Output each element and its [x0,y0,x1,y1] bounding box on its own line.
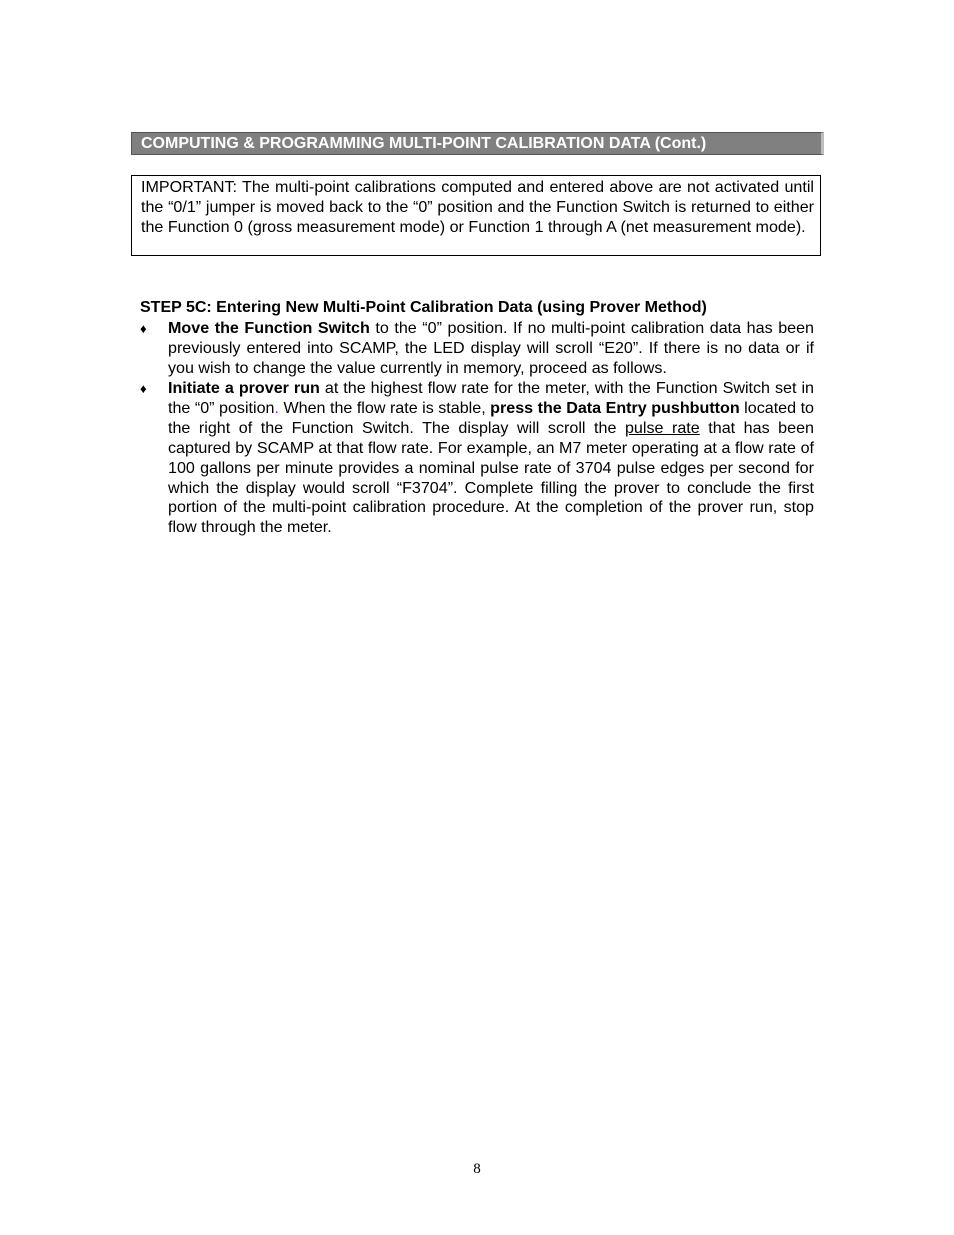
bullet-body-b: When the flow rate is stable, [278,398,491,417]
important-notice-box [131,175,821,256]
diamond-bullet-icon: ♦ [140,321,147,336]
bullet-text [168,319,814,378]
bullet-body-a: at the highest flow rate for the meter, with the Function Switch set in the “0” position [168,379,814,417]
bullet-underline: pulse rate [624,418,700,437]
important-notice-text: IMPORTANT: The multi-point calibrations computed and entered above are not activated until the “0/1” jumper is moved back to the “0” position and the Function Switch is returned to either the Function 0 (gross measurement mode) or Function 1 through A (net measurement mode). [141,178,814,236]
bullet-text [168,379,814,538]
step-heading: STEP 5C: Entering New Multi-Point Calibration Data (using Prover Method) [140,299,707,316]
section-title: COMPUTING & PROGRAMMING MULTI-POINT CALIBRATION DATA (Cont.) [141,135,707,152]
bullet-body-d: that has been captured by SCAMP at that flow rate. For example, an M7 meter operating at a flow rate of 100 gallons per minute provides a nominal pulse rate of 3704 pulse edges per second for which the display would scroll “F3704”. Complete filling the prover to conclude the first portion of the multi-point calibration procedure. At the completion of the prover run, stop flow through the meter. [168,418,814,537]
bullet-body-c: located to the right of the Function Switch. The display will scroll the [168,398,814,437]
bullet-lead: Move the Function Switch [168,319,370,337]
page-number: 8 [473,1161,481,1177]
bullet-period: . [274,398,279,417]
bullet-body: to the “0” position. If no multi-point calibration data has been previously entered into SCAMP, the LED display will scroll “E20”. If there is no data or if you wish to change the value currently in memory, proceed as follows. [168,319,814,377]
section-header-bar [131,132,824,155]
diamond-bullet-icon: ♦ [140,381,147,396]
bullet-lead: Initiate a prover run [168,379,320,397]
bullet-bold-b: press the Data Entry pushbutton [490,398,740,417]
